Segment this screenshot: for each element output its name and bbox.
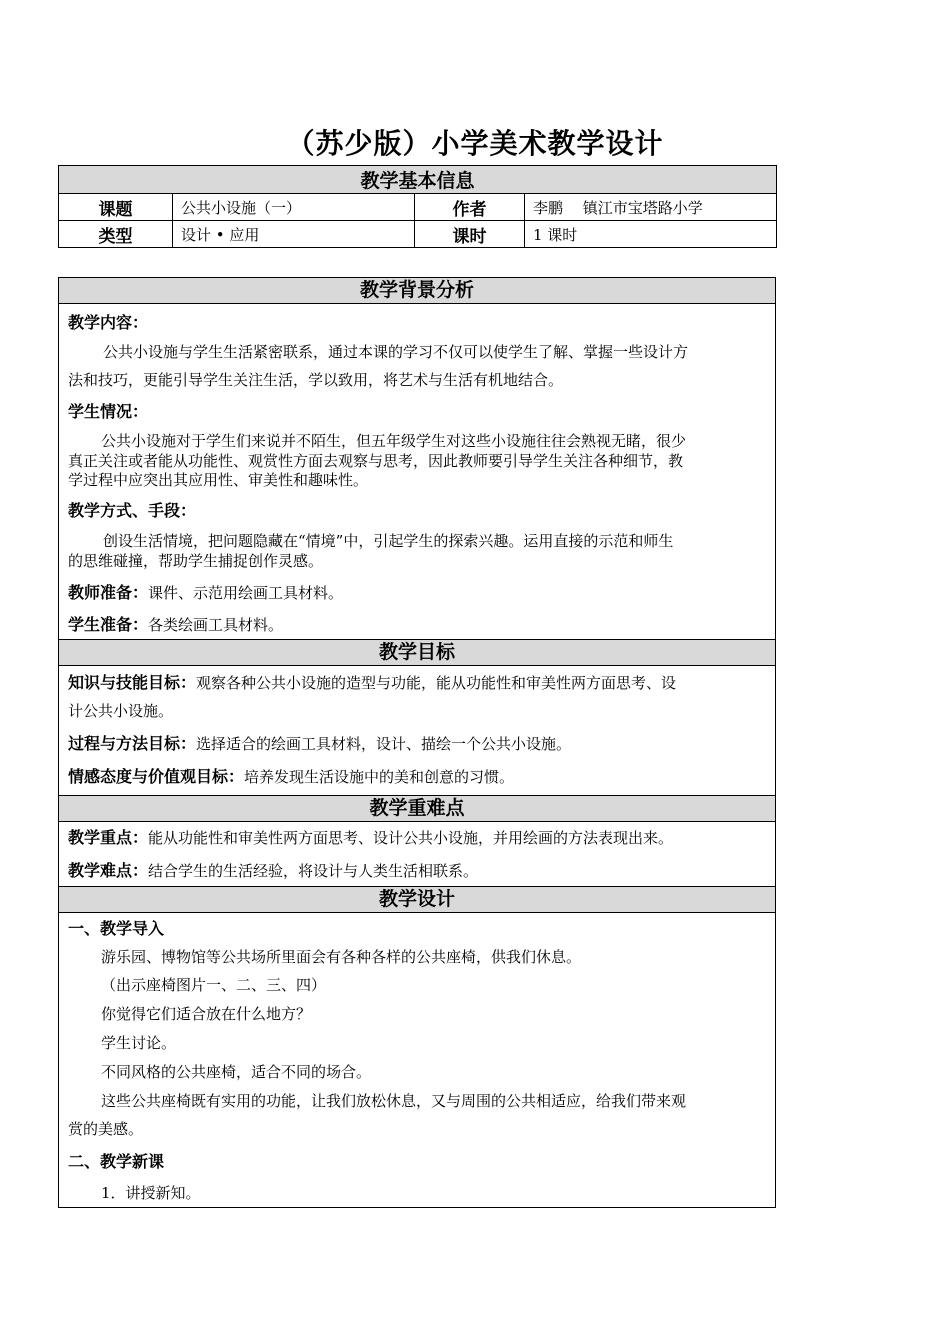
methods-line-1: 创设生活情境，把问题隐藏在“情境”中，引起学生的探索兴趣。运用直接的示范和师生: [103, 532, 674, 550]
students-label: 学生情况：: [68, 402, 149, 421]
part1-line-5: 不同风格的公共座椅，适合不同的场合。: [101, 1063, 372, 1081]
students-line-1: 公共小设施对于学生们来说并不陌生，但五年级学生对这些小设施往往会熟视无睹，很少: [101, 432, 687, 450]
knowledge-goal-cont: 计公共小设施。: [68, 702, 174, 720]
part1-line-2: （出示座椅图片一、二、三、四）: [101, 976, 327, 994]
part1-line-6: 这些公共座椅既有实用的功能，让我们放松休息，又与周围的公共相适应，给我们带来观: [101, 1092, 687, 1110]
process-value: 选择适合的绘画工具材料，设计、描绘一个公共小设施。: [196, 735, 572, 753]
teacher-prep-value: 课件、示范用绘画工具材料。: [148, 584, 344, 602]
part2-title: 二、教学新课: [68, 1152, 165, 1171]
emotion-label: 情感态度与价值观目标：: [68, 767, 245, 786]
author-value: 李鹏 镇江市宝塔路小学: [525, 194, 777, 221]
focus-label: 教学重点：: [68, 828, 149, 847]
type-value: 设计 • 应用: [173, 221, 415, 248]
knowledge-label: 知识与技能目标：: [68, 673, 197, 692]
difficulty-point: [68, 858, 768, 881]
difficulty-value: 结合学生的生活经验，将设计与人类生活相联系。: [148, 862, 479, 880]
process-goal: [68, 731, 768, 754]
author-label: 作者: [415, 194, 525, 221]
methods-line-2: 的思维碰撞，帮助学生捕捉创作灵感。: [68, 552, 324, 570]
part1-title: 一、教学导入: [68, 919, 165, 938]
emotion-goal: [68, 764, 768, 787]
part1-line-3: 你觉得它们适合放在什么地方？: [101, 1005, 312, 1023]
knowledge-value: 观察各种公共小设施的造型与功能，能从功能性和审美性两方面思考、设: [196, 674, 677, 692]
content-line-2: 法和技巧，更能引导学生关注生活，学以致用，将艺术与生活有机地结合。: [68, 371, 564, 389]
focus-point: [68, 825, 768, 848]
knowledge-goal: [68, 670, 768, 693]
student-prep-value: 各类绘画工具材料。: [148, 616, 284, 634]
part1-line-4: 学生讨论。: [101, 1034, 177, 1052]
lesson-plan-box: [58, 277, 776, 1208]
topic-value: 公共小设施（一）: [173, 194, 415, 221]
methods-label: 教学方式、手段：: [68, 501, 197, 520]
focus-value: 能从功能性和审美性两方面思考、设计公共小设施，并用绘画的方法表现出来。: [148, 829, 674, 847]
background-heading: 教学背景分析: [59, 278, 775, 304]
difficulty-label: 教学难点：: [68, 861, 149, 880]
student-prep: [68, 612, 768, 635]
student-prep-label: 学生准备：: [68, 615, 149, 634]
content-label: 教学内容：: [68, 313, 149, 332]
students-line-3: 学过程中应突出其应用性、审美性和趣味性。: [68, 471, 369, 489]
hours-value: 1 课时: [525, 221, 777, 248]
topic-label: 课题: [59, 194, 173, 221]
teacher-prep: [68, 580, 768, 603]
process-label: 过程与方法目标：: [68, 734, 197, 753]
design-heading: 教学设计: [59, 886, 775, 913]
part1-line-1: 游乐园、博物馆等公共场所里面会有各种各样的公共座椅，供我们休息。: [101, 948, 582, 966]
hours-label: 课时: [415, 221, 525, 248]
part1-line-7: 赏的美感。: [68, 1120, 144, 1138]
part2-line-1: 1．讲授新知。: [101, 1184, 201, 1202]
goals-heading: 教学目标: [59, 639, 775, 666]
emotion-value: 培养发现生活设施中的美和创意的习惯。: [244, 768, 515, 786]
content-line-1: 公共小设施与学生生活紧密联系，通过本课的学习不仅可以使学生了解、掌握一些设计方: [103, 343, 689, 361]
page-title: （苏少版）小学美术教学设计: [286, 127, 664, 160]
type-label: 类型: [59, 221, 173, 248]
students-line-2: 真正关注或者能从功能性、观赏性方面去观察与思考，因此教师要引导学生关注各种细节，教: [68, 452, 684, 470]
basic-info-heading: 教学基本信息: [59, 166, 777, 194]
teacher-prep-label: 教师准备：: [68, 583, 149, 602]
key-points-heading: 教学重难点: [59, 795, 775, 822]
basic-info-table: [58, 165, 777, 248]
